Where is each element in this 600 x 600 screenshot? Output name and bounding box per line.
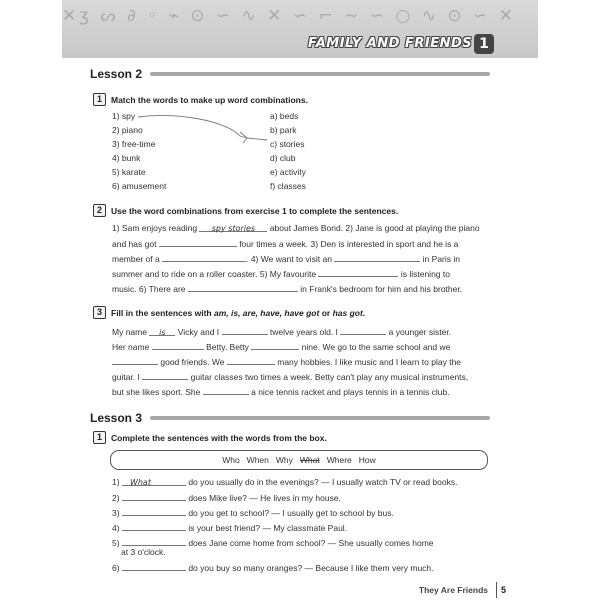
- answer-blank[interactable]: [122, 562, 186, 571]
- match-right-item: a) beds: [270, 111, 299, 121]
- match-right-item: b) park: [270, 125, 297, 135]
- answer-blank[interactable]: [142, 371, 188, 380]
- lesson-title: Lesson 2: [90, 67, 143, 81]
- question-item-3: 3) do you get to school? — I usually get to school by bus.: [112, 508, 394, 518]
- match-right-item: d) club: [270, 153, 296, 163]
- word-box: [110, 450, 488, 470]
- exercise-3-heading: [93, 306, 365, 319]
- page-footer: [419, 582, 510, 598]
- answer-blank[interactable]: [112, 356, 158, 365]
- page-number: 5: [496, 582, 510, 598]
- match-right-item: e) activity: [270, 167, 306, 177]
- answer-blank[interactable]: [199, 223, 267, 232]
- answer-blank[interactable]: [334, 253, 420, 262]
- ex2-line-3: member of a . 4) We want to visit an in Paris in: [112, 254, 460, 264]
- match-right-item: f) classes: [270, 181, 306, 191]
- answer-blank[interactable]: [149, 327, 175, 336]
- ex3-line-4: guitar. I guitar classes two times a week. Betty can't play any musical instruments,: [112, 372, 469, 382]
- question-item-5-continued: at 3 o'clock.: [121, 547, 166, 557]
- exercise-number: 3: [93, 306, 106, 319]
- question-item-2: 2) does Mike live? — He lives in my house.: [112, 493, 341, 503]
- answer-blank[interactable]: [203, 386, 249, 395]
- ex3-line-5: but she likes sport. She a nice tennis racket and plays tennis in a tennis club.: [112, 387, 450, 397]
- word-box-item: How: [358, 455, 376, 465]
- lesson-rule: [150, 72, 490, 76]
- answer-blank[interactable]: [122, 537, 186, 546]
- answer-blank[interactable]: [227, 356, 275, 365]
- match-left-item: 5) karate: [112, 167, 146, 177]
- lesson-3-exercise-1-heading: [93, 431, 327, 444]
- answer-blank[interactable]: [122, 477, 186, 486]
- answer-blank[interactable]: [162, 253, 246, 262]
- match-left-item: 1) spy: [112, 111, 136, 121]
- ex3-line-3: good friends. We many hobbies. I like music and I learn to play the: [112, 356, 461, 367]
- unit-number-badge: 1: [474, 34, 494, 54]
- ex3-line-2: Her name Betty. Betty nine. We go to the same school and we: [112, 342, 451, 352]
- answer-blank[interactable]: [340, 326, 386, 335]
- match-left-item: 3) free-time: [112, 139, 156, 149]
- exercise-instruction: Complete the sentences with the words from the box.: [111, 432, 327, 443]
- exercise-number: 2: [93, 204, 106, 217]
- word-box-item: Where: [326, 455, 352, 465]
- answer-blank[interactable]: [188, 283, 298, 292]
- lesson-2-heading: [90, 66, 490, 82]
- exercise-number: 1: [93, 431, 106, 444]
- handwritten-answer: is: [159, 328, 166, 337]
- match-right-item: c) stories: [270, 139, 305, 149]
- word-box-item: Why: [275, 455, 293, 465]
- lesson-title: Lesson 3: [90, 411, 143, 425]
- ex2-line-4: summer and to ride on a roller coaster. 5) My favourite is listening to: [112, 269, 450, 279]
- lesson-3-heading: [90, 410, 490, 426]
- answer-blank[interactable]: [122, 492, 186, 501]
- ex3-line-1: My name is Vicky and I twelve years old. I a younger sister.: [112, 327, 452, 337]
- word-box-item: Who: [222, 455, 240, 465]
- answer-blank[interactable]: [251, 341, 299, 350]
- question-item-6: 6) do you buy so many oranges? — Because I like them very much.: [112, 563, 434, 573]
- exercise-number: 1: [93, 93, 106, 106]
- exercise-1-heading: [93, 93, 308, 106]
- match-left-item: 2) piano: [112, 125, 143, 135]
- unit-title: FAMILY AND FRIENDS: [308, 36, 473, 51]
- word-box-item-crossed: What: [299, 455, 320, 465]
- answer-blank[interactable]: [222, 326, 268, 335]
- ex2-line-5: music. 6) There are in Frank's bedroom for him and his brother.: [112, 284, 463, 294]
- word-box-item: When: [246, 455, 269, 465]
- handwritten-answer: spy stories: [211, 224, 256, 233]
- answer-blank[interactable]: [159, 238, 237, 247]
- answer-blank[interactable]: [152, 341, 204, 350]
- question-item-4: 4) is your best friend? — My classmate Paul.: [112, 523, 348, 533]
- ex2-line-2: and has got four times a week. 3) Den is interested in sport and he is a: [112, 239, 459, 249]
- handwritten-answer: What: [129, 478, 151, 487]
- answer-blank[interactable]: [122, 522, 186, 531]
- lesson-rule: [150, 416, 490, 420]
- ex2-line-1: 1) Sam enjoys reading spy stories about James Bond. 2) Jane is good at playing the piano: [112, 223, 480, 233]
- match-line-spy-stories: [135, 110, 275, 150]
- match-left-item: 6) amusement: [112, 181, 167, 191]
- exercise-2-heading: [93, 204, 398, 217]
- exercise-instruction: Use the word combinations from exercise 1 to complete the sentences.: [111, 205, 399, 216]
- question-item-5: 5) does Jane come home from school? — She usually comes home: [112, 538, 434, 548]
- question-item-1: 1) What do you usually do in the evenings? — I usually watch TV or read books.: [112, 477, 458, 487]
- answer-blank[interactable]: [122, 507, 186, 516]
- answer-blank[interactable]: [318, 268, 398, 277]
- exercise-instruction: Fill in the sentences with am, is, are, have, have got or has got.: [111, 307, 366, 318]
- footer-title: They Are Friends: [418, 585, 488, 595]
- decorative-doodles: ✕ʒ ᔕ ∂ ◦ ⌁ ⊙ ∽ ∿ ✕ ∽ ⌐ ∼ ∽ ○ ∿ ⊙ ∽ ✕: [62, 6, 516, 26]
- match-left-item: 4) bunk: [112, 153, 141, 163]
- exercise-instruction: Match the words to make up word combinations.: [111, 94, 308, 105]
